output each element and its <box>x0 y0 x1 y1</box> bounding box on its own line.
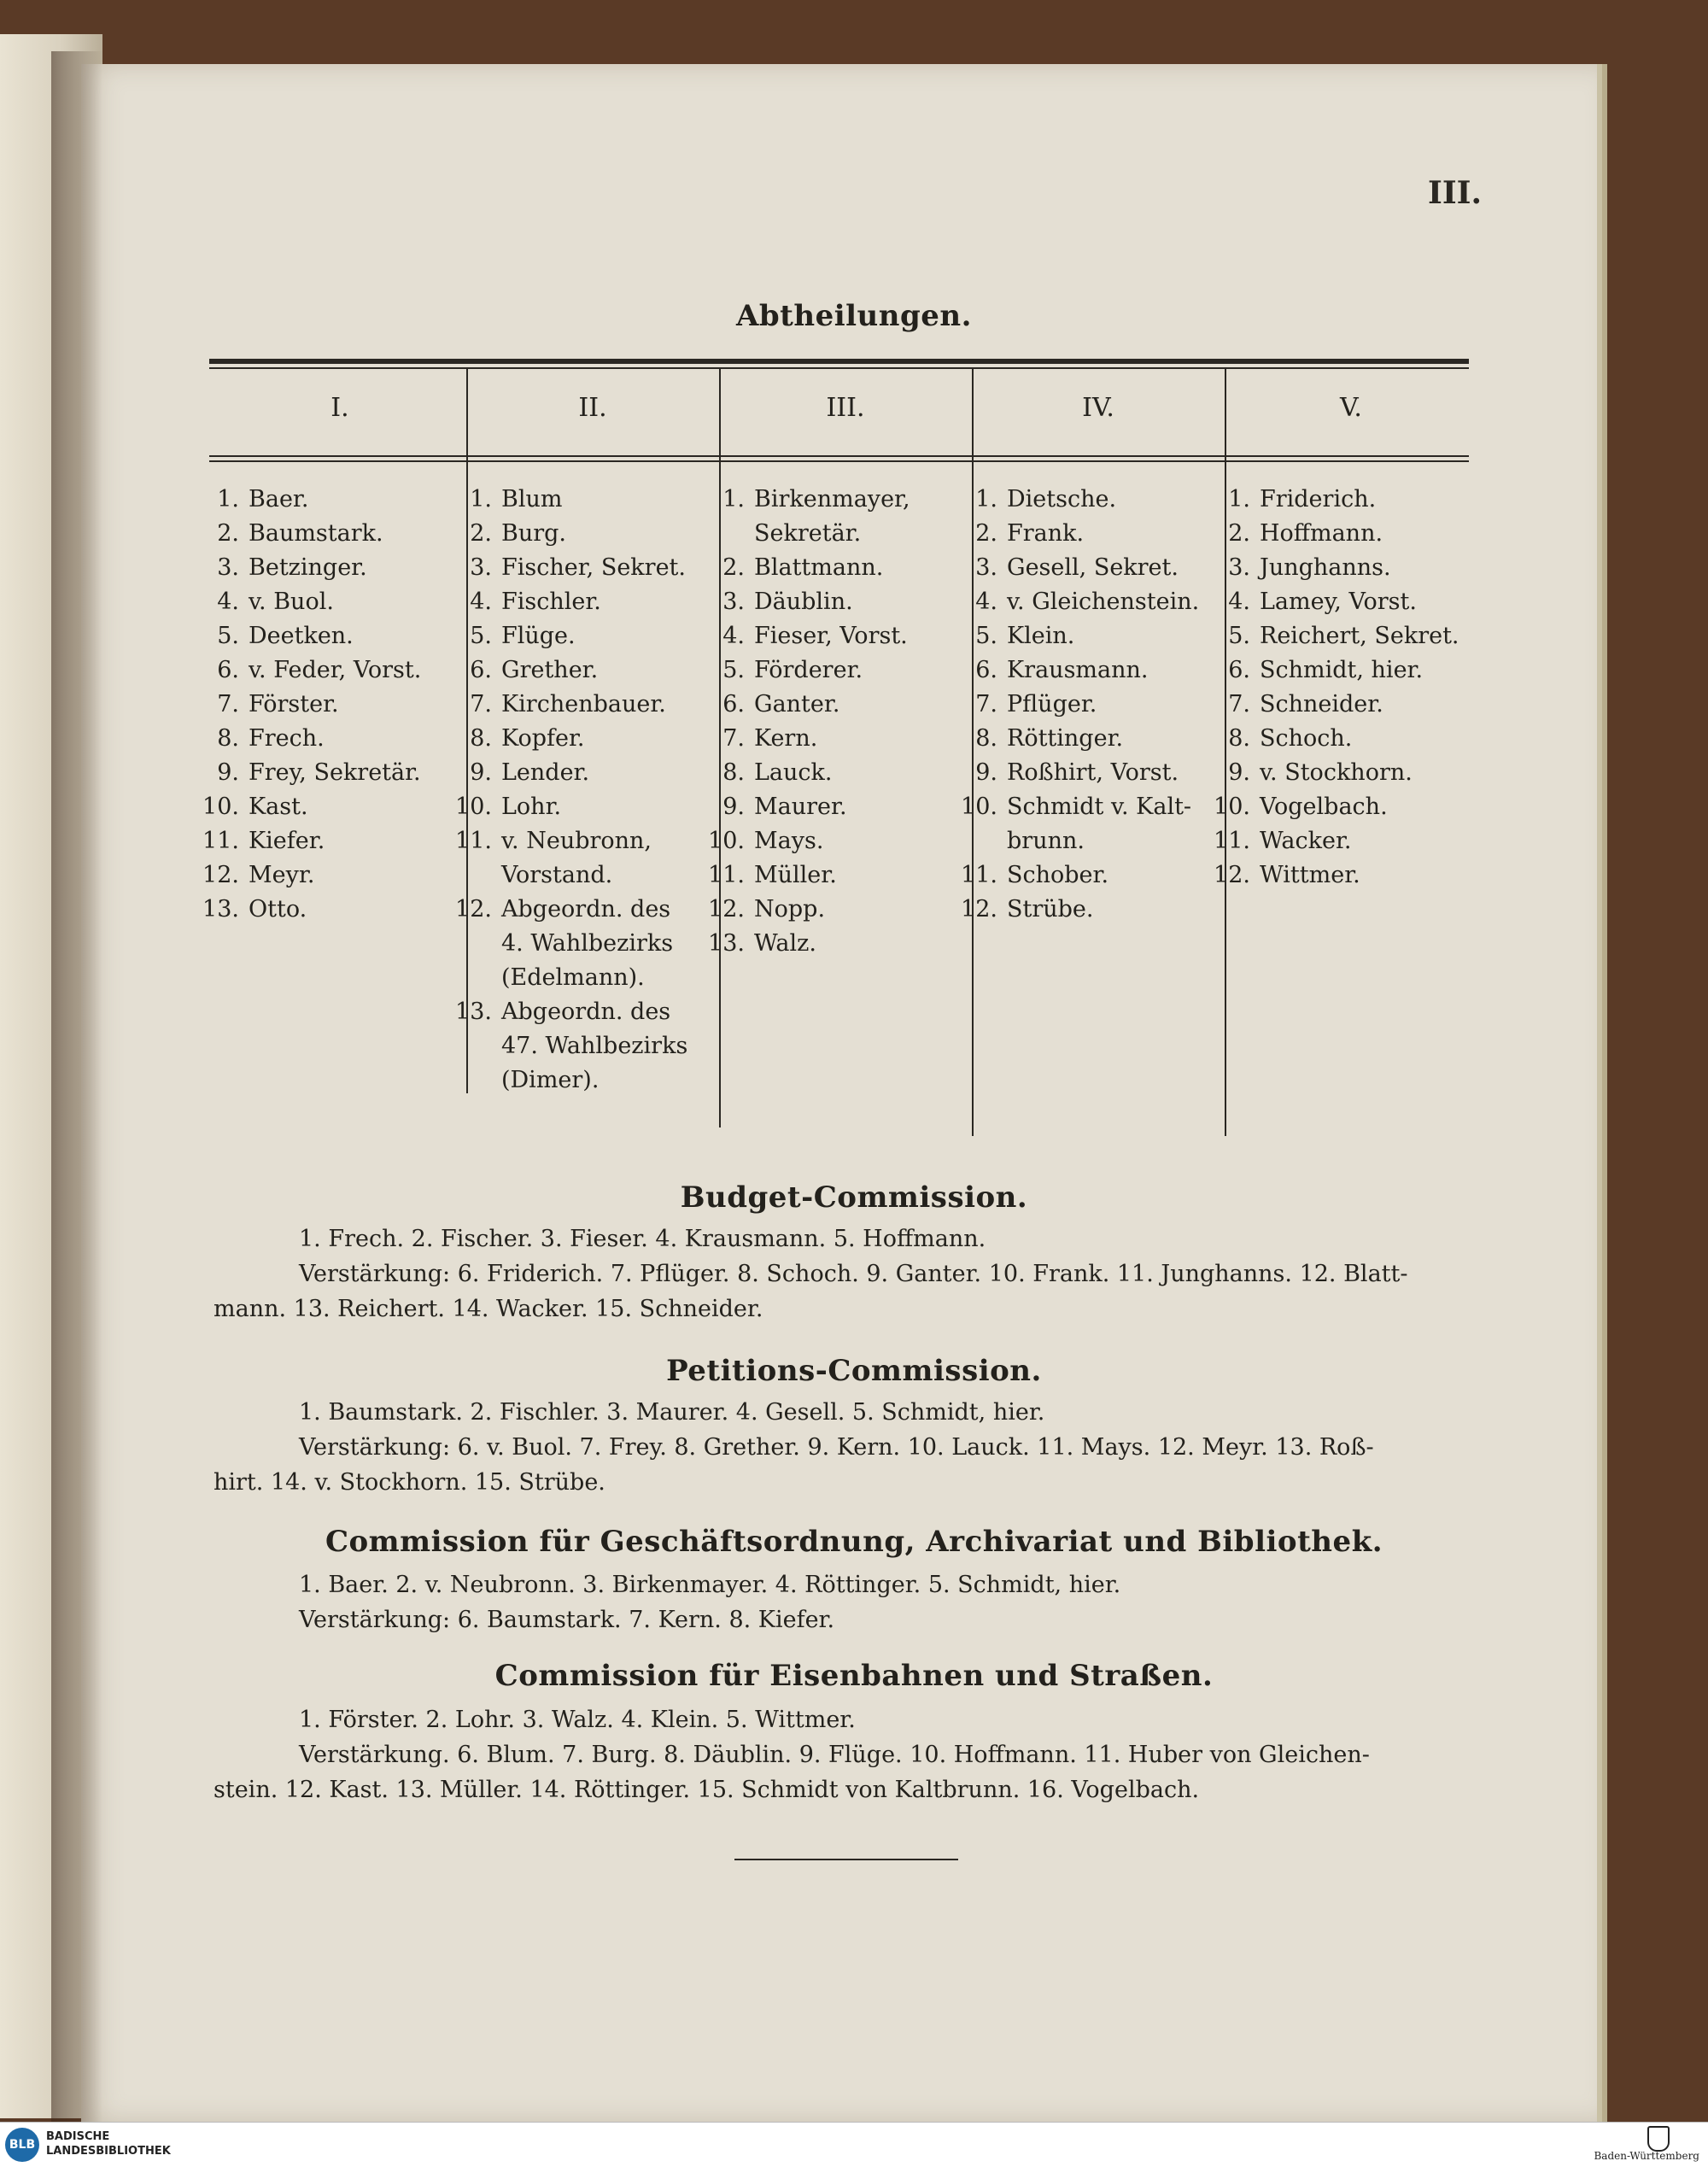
item-name: Fieser, Vorst. <box>754 623 908 649</box>
list-item <box>953 858 1201 893</box>
item-name: Förster. <box>249 691 339 717</box>
item-name: v. Gleichenstein. <box>1007 589 1200 615</box>
item-name: Däublin. <box>754 589 853 615</box>
item-name: 47. Wahlbezirks <box>501 1033 688 1059</box>
list-item <box>447 1063 695 1098</box>
list-item <box>953 653 1201 688</box>
item-number: 4. <box>975 589 997 615</box>
list-item <box>447 961 695 995</box>
item-name: v. Feder, Vorst. <box>249 657 422 683</box>
item-number: 5. <box>217 623 239 649</box>
item-name: Wittmer. <box>1260 862 1360 888</box>
list-item <box>447 790 695 824</box>
list-item <box>447 585 695 619</box>
coat-of-arms-icon <box>1647 2126 1670 2152</box>
item-number: 10. <box>708 828 745 854</box>
item-name: Vogelbach. <box>1260 794 1388 820</box>
spine-shadow <box>51 51 102 2127</box>
list-item <box>447 653 695 688</box>
item-name: Meyr. <box>249 862 315 888</box>
list-item <box>953 619 1201 653</box>
item-number: 10. <box>961 794 997 820</box>
list-item <box>447 893 695 927</box>
library-name <box>46 2129 171 2158</box>
item-number: 8. <box>722 759 745 786</box>
budget-commission-title: Budget-Commission. <box>680 1180 1028 1215</box>
item-name: Lamey, Vorst. <box>1260 589 1417 615</box>
list-item <box>1206 517 1454 551</box>
item-number: 7. <box>470 691 492 717</box>
list-item <box>700 551 948 585</box>
item-number: 9. <box>722 794 745 820</box>
item-number: 9. <box>1228 759 1250 786</box>
list-item <box>447 1029 695 1063</box>
item-number: 7. <box>217 691 239 717</box>
item-name: Otto. <box>249 896 307 922</box>
item-name: Lender. <box>501 759 590 786</box>
list-item <box>447 483 695 517</box>
item-name: Kiefer. <box>249 828 325 854</box>
list-item <box>700 722 948 756</box>
item-name: Baumstark. <box>249 520 383 547</box>
item-name: Blum <box>501 486 563 512</box>
item-name: v. Buol. <box>249 589 334 615</box>
item-name: v. Stockhorn. <box>1260 759 1413 786</box>
item-number: 5. <box>1228 623 1250 649</box>
list-item <box>195 722 442 756</box>
geschaeftsordnung-commission-text <box>299 1567 1477 1637</box>
item-number: 7. <box>975 691 997 717</box>
item-name: Maurer. <box>754 794 847 820</box>
text-line: 1. Frech. 2. Fischer. 3. Fieser. 4. Krausmann. 5. Hoffmann. <box>299 1226 986 1252</box>
column-header-2: II. <box>578 393 607 423</box>
item-name: Nopp. <box>754 896 826 922</box>
item-name: Kern. <box>754 725 818 752</box>
item-name: Ganter. <box>754 691 840 717</box>
item-number: 12. <box>202 862 239 888</box>
item-number <box>447 927 492 961</box>
item-number: 6. <box>1228 657 1250 683</box>
page-title: Abtheilungen. <box>736 299 972 333</box>
list-item <box>1206 756 1454 790</box>
item-name: Lohr. <box>501 794 562 820</box>
item-number: 3. <box>217 554 239 581</box>
page-number: III. <box>1428 175 1483 211</box>
table-header-rule <box>209 455 1469 457</box>
item-name: Vorstand. <box>501 862 613 888</box>
item-name: Kast. <box>249 794 308 820</box>
list-item <box>953 517 1201 551</box>
item-number: 7. <box>722 725 745 752</box>
state-name: Baden-Württemberg <box>1594 2150 1699 2162</box>
list-item <box>953 585 1201 619</box>
text-line: Verstärkung: 6. v. Buol. 7. Frey. 8. Grether. 9. Kern. 10. Lauck. 11. Mays. 12. Meyr. 13. Roß- <box>299 1434 1374 1461</box>
item-name: Wacker. <box>1260 828 1352 854</box>
item-name: Deetken. <box>249 623 354 649</box>
item-name: v. Neubronn, <box>501 828 652 854</box>
item-number: 5. <box>470 623 492 649</box>
list-item <box>700 619 948 653</box>
item-number: 2. <box>1228 520 1250 547</box>
item-number: 8. <box>217 725 239 752</box>
item-name: Mays. <box>754 828 824 854</box>
column-header-5: V. <box>1340 393 1362 423</box>
item-number: 12. <box>1214 862 1250 888</box>
item-number: 10. <box>1214 794 1250 820</box>
item-number <box>447 858 492 893</box>
item-name: Schmidt, hier. <box>1260 657 1424 683</box>
list-item <box>953 551 1201 585</box>
table-top-rule <box>209 359 1469 364</box>
library-name-line: LANDESBIBLIOTHEK <box>46 2145 171 2158</box>
item-name: Strübe. <box>1007 896 1094 922</box>
list-item <box>700 927 948 961</box>
item-name: Birkenmayer, <box>754 486 910 512</box>
text-line: 1. Baumstark. 2. Fischler. 3. Maurer. 4. Gesell. 5. Schmidt, hier. <box>299 1399 1045 1426</box>
item-number: 3. <box>470 554 492 581</box>
list-item <box>447 619 695 653</box>
geschaeftsordnung-commission-title: Commission für Geschäftsordnung, Archivariat und Bibliothek. <box>325 1525 1383 1559</box>
text-line: 1. Förster. 2. Lohr. 3. Walz. 4. Klein. 5. Wittmer. <box>299 1707 856 1733</box>
list-item <box>1206 858 1454 893</box>
item-number: 6. <box>722 691 745 717</box>
item-number: 2. <box>217 520 239 547</box>
item-name: Kirchenbauer. <box>501 691 666 717</box>
list-item <box>953 790 1201 824</box>
item-number: 4. <box>722 623 745 649</box>
item-number: 11. <box>961 862 997 888</box>
item-number: 11. <box>202 828 239 854</box>
list-item <box>195 893 442 927</box>
item-number: 6. <box>217 657 239 683</box>
text-line: Verstärkung: 6. Friderich. 7. Pflüger. 8. Schoch. 9. Ganter. 10. Frank. 11. Junghanns. 12. Blatt- <box>299 1261 1408 1287</box>
item-number: 12. <box>708 896 745 922</box>
list-item <box>195 790 442 824</box>
item-number: 3. <box>722 589 745 615</box>
footer-bar <box>0 2122 1708 2167</box>
item-name: Frey, Sekretär. <box>249 759 421 786</box>
list-item <box>953 722 1201 756</box>
library-name-line: BADISCHE <box>46 2130 110 2143</box>
item-name: Schoch. <box>1260 725 1353 752</box>
item-number <box>953 824 997 858</box>
item-number: 4. <box>1228 589 1250 615</box>
item-name: Friderich. <box>1260 486 1377 512</box>
item-number: 1. <box>217 486 239 512</box>
list-item <box>195 653 442 688</box>
text-line: Verstärkung. 6. Blum. 7. Burg. 8. Däublin. 9. Flüge. 10. Hoffmann. 11. Huber von Gleichen- <box>299 1742 1370 1768</box>
item-name: Dietsche. <box>1007 486 1117 512</box>
list-item <box>1206 551 1454 585</box>
scanned-page <box>81 64 1597 2123</box>
item-name: Fischer, Sekret. <box>501 554 686 581</box>
item-name: Fischler. <box>501 589 601 615</box>
list-item <box>700 756 948 790</box>
item-name: Betzinger. <box>249 554 367 581</box>
list-item <box>447 551 695 585</box>
item-number <box>447 1063 492 1098</box>
item-name: Frank. <box>1007 520 1085 547</box>
list-item <box>1206 688 1454 722</box>
column-list-4 <box>953 483 1201 927</box>
item-name: Burg. <box>501 520 567 547</box>
item-name: 4. Wahlbezirks <box>501 930 674 957</box>
list-item <box>447 995 695 1029</box>
item-name: Schober. <box>1007 862 1109 888</box>
item-number: 2. <box>975 520 997 547</box>
list-item <box>447 756 695 790</box>
item-name: (Dimer). <box>501 1067 600 1093</box>
column-header-4: IV. <box>1082 393 1114 423</box>
eisenbahnen-commission-text <box>214 1702 1477 1807</box>
item-name: Flüge. <box>501 623 576 649</box>
list-item <box>953 483 1201 517</box>
list-item <box>700 688 948 722</box>
list-item <box>953 688 1201 722</box>
list-item <box>195 585 442 619</box>
list-item <box>700 585 948 619</box>
item-name: Müller. <box>754 862 837 888</box>
column-list-2 <box>447 483 695 1098</box>
list-item <box>953 756 1201 790</box>
column-header-1: I. <box>330 393 349 423</box>
item-name: Abgeordn. des <box>501 896 671 922</box>
item-number <box>447 961 492 995</box>
item-name: Pflüger. <box>1007 691 1097 717</box>
item-number: 4. <box>470 589 492 615</box>
list-item <box>447 824 695 858</box>
list-item <box>1206 824 1454 858</box>
item-number: 7. <box>1228 691 1250 717</box>
list-item <box>195 517 442 551</box>
item-number: 4. <box>217 589 239 615</box>
item-number: 11. <box>455 828 492 854</box>
item-number: 13. <box>708 930 745 957</box>
list-item <box>1206 483 1454 517</box>
item-number: 9. <box>975 759 997 786</box>
item-name: Blattmann. <box>754 554 884 581</box>
item-number: 6. <box>975 657 997 683</box>
item-number: 10. <box>202 794 239 820</box>
list-item <box>1206 790 1454 824</box>
item-number: 12. <box>455 896 492 922</box>
text-line: mann. 13. Reichert. 14. Wacker. 15. Schneider. <box>214 1296 763 1322</box>
list-item <box>195 824 442 858</box>
item-number: 13. <box>455 999 492 1025</box>
item-number: 3. <box>975 554 997 581</box>
column-list-5 <box>1206 483 1459 893</box>
item-number: 9. <box>470 759 492 786</box>
list-item <box>1206 585 1454 619</box>
list-item <box>700 653 948 688</box>
item-name: Sekretär. <box>754 520 862 547</box>
item-name: Klein. <box>1007 623 1075 649</box>
column-list-3 <box>700 483 948 961</box>
item-name: Kopfer. <box>501 725 585 752</box>
text-line: hirt. 14. v. Stockhorn. 15. Strübe. <box>214 1469 605 1496</box>
list-item <box>1206 619 1459 653</box>
item-name: Reichert, Sekret. <box>1260 623 1459 649</box>
item-name: Frech. <box>249 725 325 752</box>
item-name: Förderer. <box>754 657 863 683</box>
item-number: 1. <box>722 486 745 512</box>
item-number <box>447 1029 492 1063</box>
item-name: Lauck. <box>754 759 833 786</box>
list-item <box>195 551 442 585</box>
list-item <box>447 927 695 961</box>
list-item <box>953 824 1201 858</box>
closing-rule <box>734 1859 958 1860</box>
item-number: 1. <box>975 486 997 512</box>
table-top-rule-thin <box>209 367 1469 369</box>
list-item <box>447 688 695 722</box>
table-header-rule-2 <box>209 460 1469 462</box>
list-item <box>447 517 695 551</box>
item-name: Abgeordn. des <box>501 999 671 1025</box>
list-item <box>953 893 1201 927</box>
list-item <box>195 688 442 722</box>
list-item <box>700 790 948 824</box>
list-item <box>447 722 695 756</box>
item-number: 8. <box>470 725 492 752</box>
petitions-commission-title: Petitions-Commission. <box>666 1354 1042 1388</box>
list-item <box>195 756 442 790</box>
item-number: 5. <box>975 623 997 649</box>
item-number: 10. <box>455 794 492 820</box>
item-name: Gesell, Sekret. <box>1007 554 1179 581</box>
item-number: 5. <box>722 657 745 683</box>
column-list-1 <box>195 483 442 927</box>
list-item <box>1206 722 1454 756</box>
list-item <box>700 517 948 551</box>
list-item <box>700 893 948 927</box>
list-item <box>700 858 948 893</box>
column-header-3: III. <box>826 393 865 423</box>
list-item <box>447 858 695 893</box>
item-name: Walz. <box>754 930 816 957</box>
item-name: Hoffmann. <box>1260 520 1383 547</box>
item-name: Röttinger. <box>1007 725 1124 752</box>
item-number: 6. <box>470 657 492 683</box>
list-item <box>700 824 948 858</box>
budget-commission-text <box>214 1221 1477 1327</box>
item-name: Grether. <box>501 657 599 683</box>
item-name: Baer. <box>249 486 309 512</box>
petitions-commission-text <box>214 1395 1477 1500</box>
item-number: 12. <box>961 896 997 922</box>
list-item <box>195 619 442 653</box>
text-line: 1. Baer. 2. v. Neubronn. 3. Birkenmayer. 4. Röttinger. 5. Schmidt, hier. <box>299 1572 1121 1598</box>
item-number: 2. <box>470 520 492 547</box>
item-number: 8. <box>1228 725 1250 752</box>
item-name: Junghanns. <box>1260 554 1391 581</box>
item-number: 1. <box>470 486 492 512</box>
item-number: 13. <box>202 896 239 922</box>
text-line: Verstärkung: 6. Baumstark. 7. Kern. 8. Kiefer. <box>299 1607 835 1633</box>
item-name: Krausmann. <box>1007 657 1149 683</box>
list-item <box>195 858 442 893</box>
text-line: stein. 12. Kast. 13. Müller. 14. Röttinger. 15. Schmidt von Kaltbrunn. 16. Vogelbach. <box>214 1777 1200 1803</box>
item-name: Roßhirt, Vorst. <box>1007 759 1179 786</box>
list-item <box>195 483 442 517</box>
list-item <box>1206 653 1454 688</box>
item-name: Schneider. <box>1260 691 1383 717</box>
item-number <box>700 517 745 551</box>
item-number: 9. <box>217 759 239 786</box>
item-number: 2. <box>722 554 745 581</box>
item-name: brunn. <box>1007 828 1085 854</box>
item-number: 11. <box>708 862 745 888</box>
item-number: 8. <box>975 725 997 752</box>
blb-logo-icon: BLB <box>5 2128 39 2162</box>
eisenbahnen-commission-title: Commission für Eisenbahnen und Straßen. <box>494 1659 1214 1693</box>
item-name: Schmidt v. Kalt- <box>1007 794 1192 820</box>
item-name: (Edelmann). <box>501 964 645 991</box>
list-item <box>700 483 948 517</box>
item-number: 1. <box>1228 486 1250 512</box>
item-number: 3. <box>1228 554 1250 581</box>
item-number: 11. <box>1214 828 1250 854</box>
